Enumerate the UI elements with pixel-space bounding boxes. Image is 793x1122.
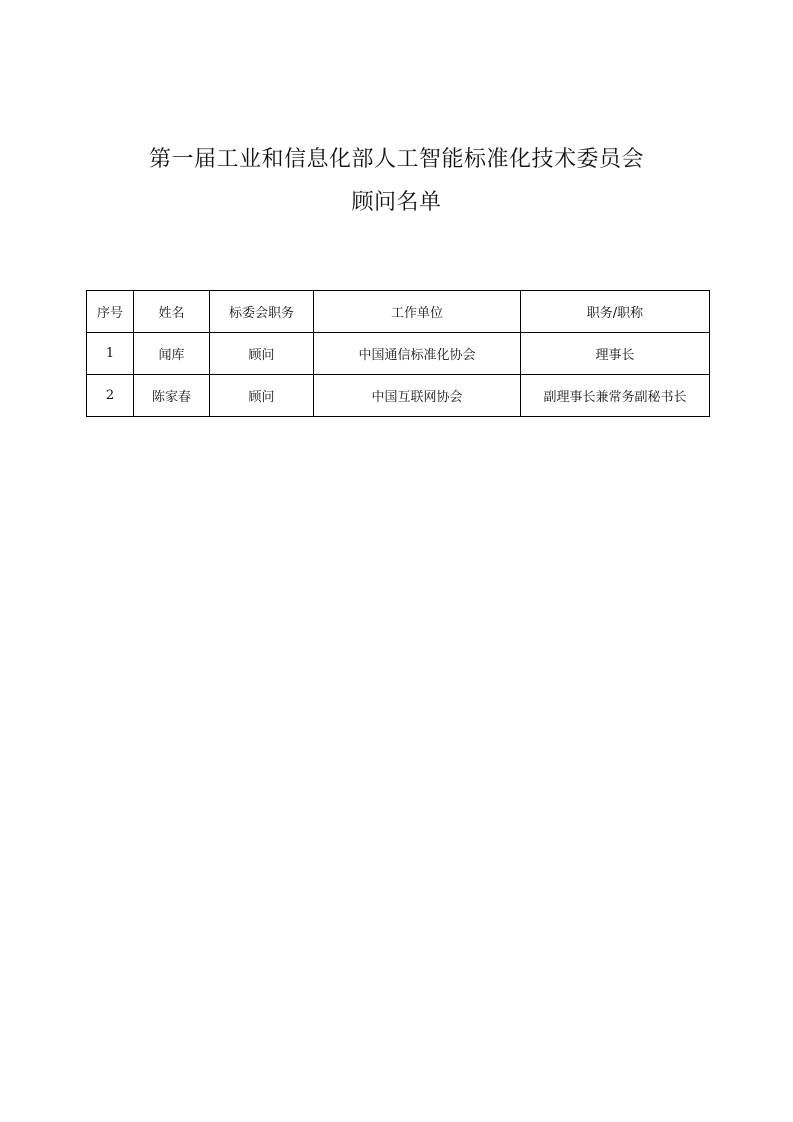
cell-index: 1 — [87, 333, 134, 375]
cell-name: 闻库 — [134, 333, 210, 375]
cell-role: 顾问 — [210, 375, 314, 417]
document-title: 第一届工业和信息化部人工智能标准化技术委员会 — [148, 147, 644, 172]
header-role: 标委会职务 — [210, 291, 314, 333]
table-row — [87, 375, 710, 417]
cell-organization: 中国互联网协会 — [314, 375, 521, 417]
document-subtitle: 顾问名单 — [351, 190, 442, 215]
cell-index: 2 — [87, 375, 134, 417]
cell-position: 副理事长兼常务副秘书长 — [521, 375, 710, 417]
cell-position: 理事长 — [521, 333, 710, 375]
header-index: 序号 — [87, 291, 134, 333]
advisor-table — [86, 290, 710, 417]
header-name: 姓名 — [134, 291, 210, 333]
table-header-row — [87, 291, 710, 333]
cell-organization: 中国通信标准化协会 — [314, 333, 521, 375]
cell-name: 陈家春 — [134, 375, 210, 417]
table-row — [87, 333, 710, 375]
cell-role: 顾问 — [210, 333, 314, 375]
header-organization: 工作单位 — [314, 291, 521, 333]
header-position: 职务/职称 — [521, 291, 710, 333]
